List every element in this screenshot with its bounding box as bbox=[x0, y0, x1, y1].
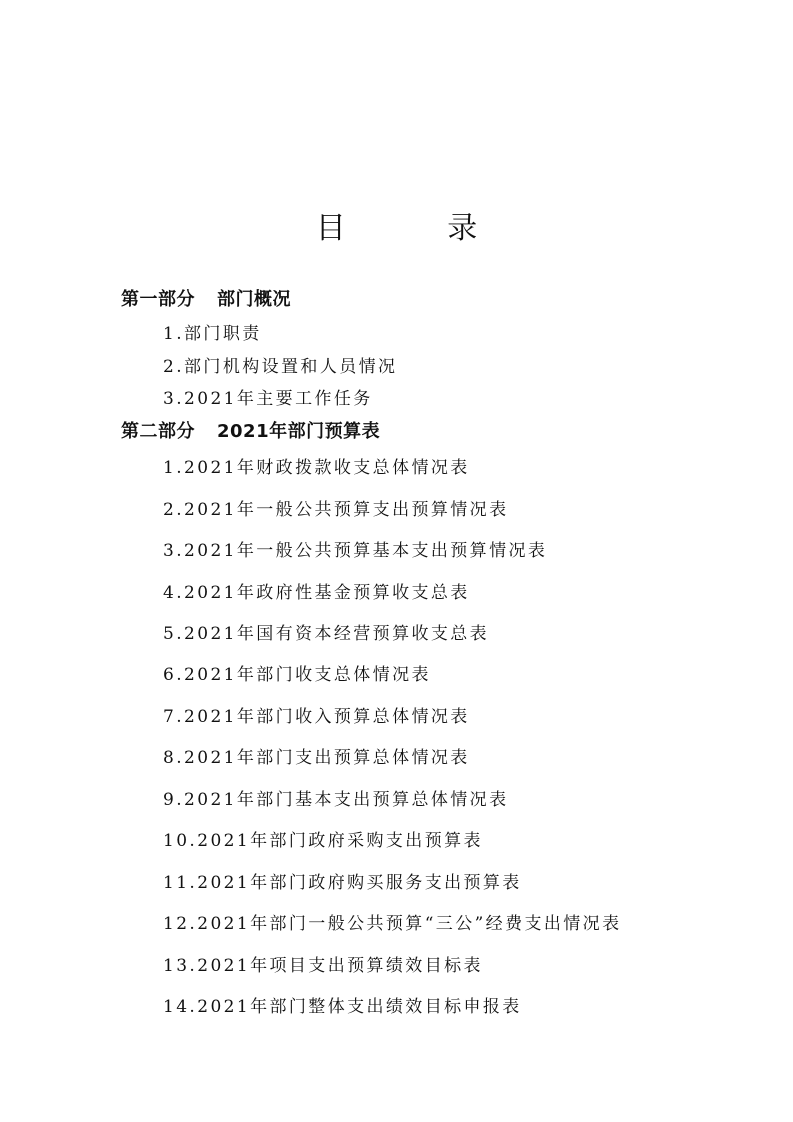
toc-item: 7.2021年部门收入预算总体情况表 bbox=[163, 707, 470, 727]
toc-item: 3.2021年主要工作任务 bbox=[163, 389, 373, 409]
toc-item: 9.2021年部门基本支出预算总体情况表 bbox=[163, 790, 509, 810]
part-1-name: 部门概况 bbox=[217, 289, 291, 310]
toc-item: 11.2021年部门政府购买服务支出预算表 bbox=[163, 873, 522, 893]
toc-item: 1.2021年财政拨款收支总体情况表 bbox=[163, 458, 470, 478]
toc-item: 8.2021年部门支出预算总体情况表 bbox=[163, 748, 470, 768]
toc-item: 6.2021年部门收支总体情况表 bbox=[163, 665, 431, 685]
toc-item: 3.2021年一般公共预算基本支出预算情况表 bbox=[163, 541, 548, 561]
toc-item: 10.2021年部门政府采购支出预算表 bbox=[163, 831, 483, 851]
toc-item: 5.2021年国有资本经营预算收支总表 bbox=[163, 624, 490, 644]
page-title: 目 录 bbox=[315, 211, 524, 246]
toc-item: 2.部门机构设置和人员情况 bbox=[163, 357, 398, 377]
toc-item: 13.2021年项目支出预算绩效目标表 bbox=[163, 956, 483, 976]
part-1-heading bbox=[121, 288, 291, 312]
toc-item: 4.2021年政府性基金预算收支总表 bbox=[163, 583, 470, 603]
toc-item: 2.2021年一般公共预算支出预算情况表 bbox=[163, 500, 509, 520]
part-2-label: 第二部分 bbox=[121, 421, 195, 442]
part-2-heading bbox=[121, 420, 380, 444]
toc-item: 1.部门职责 bbox=[163, 324, 262, 344]
toc-item: 14.2021年部门整体支出绩效目标申报表 bbox=[163, 997, 522, 1017]
toc-item: 12.2021年部门一般公共预算“三公”经费支出情况表 bbox=[163, 914, 622, 934]
part-2-name: 2021年部门预算表 bbox=[217, 421, 381, 442]
part-1-label: 第一部分 bbox=[121, 289, 195, 310]
